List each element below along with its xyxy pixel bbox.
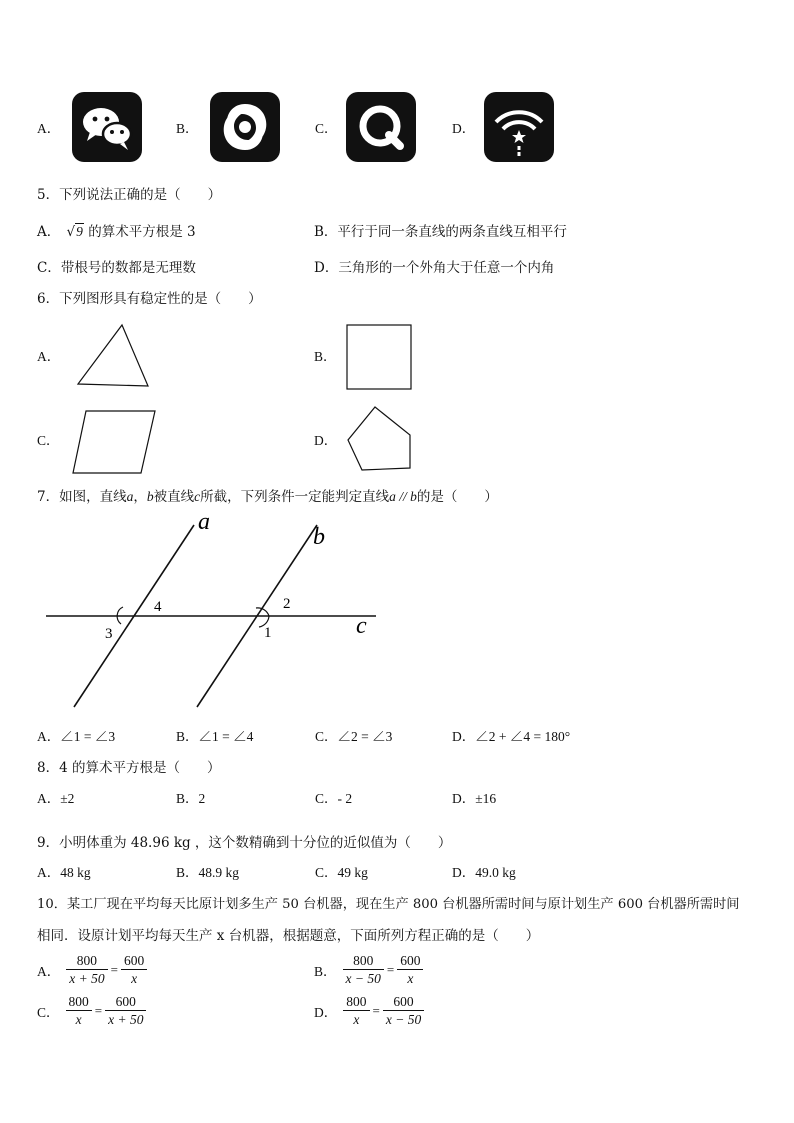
label-a: a <box>198 515 210 535</box>
option-letter: D． <box>314 1004 338 1020</box>
square-root-9: √9 <box>66 224 83 240</box>
wifi-star-icon[interactable] <box>484 92 554 162</box>
q9-option-a: A．48 kg <box>37 865 91 880</box>
option-letter: B． <box>314 963 337 979</box>
q9-option-b: B．48.9 kg <box>176 865 240 880</box>
fraction-left: $\frac{800}{x}$ <box>343 993 369 1028</box>
fraction-left: $\frac{800}{x + 50}$ <box>66 952 107 987</box>
q4-option-c-letter: C． <box>315 121 338 136</box>
square-figure <box>340 320 420 395</box>
fraction-right: $\frac{600}{x - 50}$ <box>383 993 424 1028</box>
question-6-stem: 6．下列图形具有稳定性的是（ ） <box>37 291 262 307</box>
fraction-left: $\frac{800}{x}$ <box>66 993 92 1028</box>
question-9-stem: 9．小明体重为 48.96 kg ，这个数精确到十分位的近似值为（ ） <box>37 835 452 851</box>
radicand: 9 <box>76 224 83 239</box>
q5-option-c: C．带根号的数都是无理数 <box>37 260 196 276</box>
q8-option-c: C．- 2 <box>315 791 353 806</box>
fraction-right: $\frac{600}{x}$ <box>397 952 423 987</box>
q10-option-b <box>314 952 423 987</box>
angle-label-3: 3 <box>105 626 113 642</box>
triangle-figure <box>70 320 160 392</box>
angle-label-1: 1 <box>264 625 272 641</box>
equals-sign: = <box>110 961 118 977</box>
q8-option-a: A．±2 <box>37 791 75 806</box>
option-letter: C． <box>37 1004 60 1020</box>
angle-label-2: 2 <box>283 596 291 612</box>
parallelogram-figure <box>68 405 163 480</box>
q6-option-a: A． <box>37 349 61 364</box>
q4-option-b-letter: B． <box>176 121 199 136</box>
pentagon-figure <box>340 402 420 477</box>
question-10-stem-line1: 10．某工厂现在平均每天比原计划多生产 50 台机器，现在生产 800 台机器所需时间与原计划生产 600 台机器所需时间 <box>37 897 740 912</box>
q6-option-d: D． <box>314 433 338 448</box>
swirl-logo-icon[interactable] <box>210 92 280 162</box>
q4-option-a-letter: A． <box>37 121 61 136</box>
parallel-lines-figure <box>40 515 390 715</box>
q10-option-d <box>314 993 424 1028</box>
question-5-stem: 5．下列说法正确的是（ ） <box>37 187 222 203</box>
label-c: c <box>356 613 367 639</box>
q6-option-c: C． <box>37 433 60 448</box>
fraction-right: $\frac{600}{x}$ <box>121 952 147 987</box>
q9-option-d: D．49.0 kg <box>452 865 516 880</box>
q7-option-a: A．∠1 = ∠3 <box>37 729 116 744</box>
wechat-icon[interactable] <box>72 92 142 162</box>
fraction-right: $\frac{600}{x + 50}$ <box>105 993 146 1028</box>
q9-option-c: C．49 kg <box>315 865 368 880</box>
q8-option-b: B．2 <box>176 791 206 806</box>
equals-sign: = <box>94 1002 103 1018</box>
q-logo-icon[interactable] <box>346 92 416 162</box>
option-letter: A． <box>37 224 61 240</box>
q5-option-b: B．平行于同一条直线的两条直线互相平行 <box>314 224 567 240</box>
fraction-left: $\frac{800}{x - 50}$ <box>343 952 384 987</box>
q7-option-c: C．∠2 = ∠3 <box>315 729 393 744</box>
q7-option-d: D．∠2 + ∠4 = 180° <box>452 729 571 744</box>
question-7-stem: 7．如图，直线a，b被直线c所截，下列条件一定能判定直线a // b的是（ ） <box>37 489 498 505</box>
q5-option-d: D．三角形的一个外角大于任意一个内角 <box>314 260 555 276</box>
label-b: b <box>313 524 325 550</box>
equals-sign: = <box>386 961 395 977</box>
q10-option-c <box>37 993 146 1028</box>
question-8-stem: 8．4 的算术平方根是（ ） <box>37 760 221 776</box>
question-10-stem-line2: 相同．设原计划平均每天生产 x 台机器，根据题意，下面所列方程正确的是（ ） <box>37 928 540 944</box>
q8-option-d: D．±16 <box>452 791 497 806</box>
q5-option-a <box>37 223 196 241</box>
equals-sign: = <box>372 1002 380 1018</box>
q7-option-b: B．∠1 = ∠4 <box>176 729 254 744</box>
q10-option-a <box>37 952 147 987</box>
angle-label-4: 4 <box>154 599 162 615</box>
q4-option-d-letter: D． <box>452 121 476 136</box>
option-letter: A． <box>37 963 61 979</box>
option-text: 的算术平方根是 3 <box>88 224 196 240</box>
q6-option-b: B． <box>314 349 337 364</box>
